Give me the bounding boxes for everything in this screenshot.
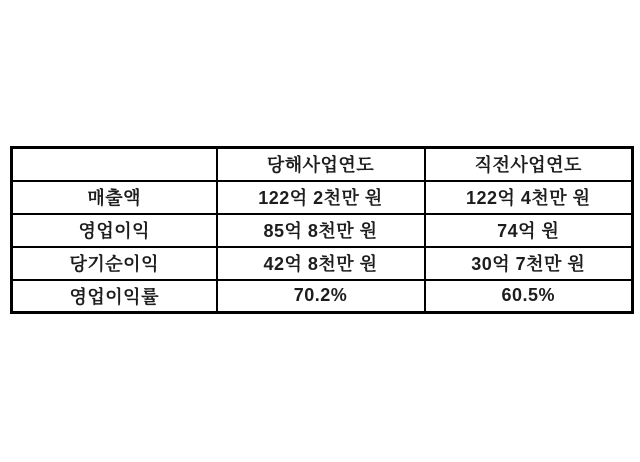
table-row-net-income bbox=[12, 247, 633, 280]
net-income-previous-value: 30억 7천만 원 bbox=[425, 247, 633, 280]
table-header-row bbox=[12, 148, 633, 181]
revenue-previous-value: 122억 4천만 원 bbox=[425, 181, 633, 214]
operating-margin-current-value: 70.2% bbox=[217, 280, 425, 313]
header-cell-previous-fiscal-year: 직전사업연도 bbox=[425, 148, 633, 181]
row-label-operating-margin: 영업이익률 bbox=[12, 280, 217, 313]
operating-profit-previous-value: 74억 원 bbox=[425, 214, 633, 247]
table-row-operating-profit bbox=[12, 214, 633, 247]
row-label-revenue: 매출액 bbox=[12, 181, 217, 214]
operating-margin-previous-value: 60.5% bbox=[425, 280, 633, 313]
row-label-operating-profit: 영업이익 bbox=[12, 214, 217, 247]
revenue-current-value: 122억 2천만 원 bbox=[217, 181, 425, 214]
net-income-current-value: 42억 8천만 원 bbox=[217, 247, 425, 280]
financial-summary-table bbox=[10, 146, 634, 314]
header-cell-empty bbox=[12, 148, 217, 181]
row-label-net-income: 당기순이익 bbox=[12, 247, 217, 280]
table-row-operating-margin bbox=[12, 280, 633, 313]
operating-profit-current-value: 85억 8천만 원 bbox=[217, 214, 425, 247]
table-row-revenue bbox=[12, 181, 633, 214]
header-cell-current-fiscal-year: 당해사업연도 bbox=[217, 148, 425, 181]
